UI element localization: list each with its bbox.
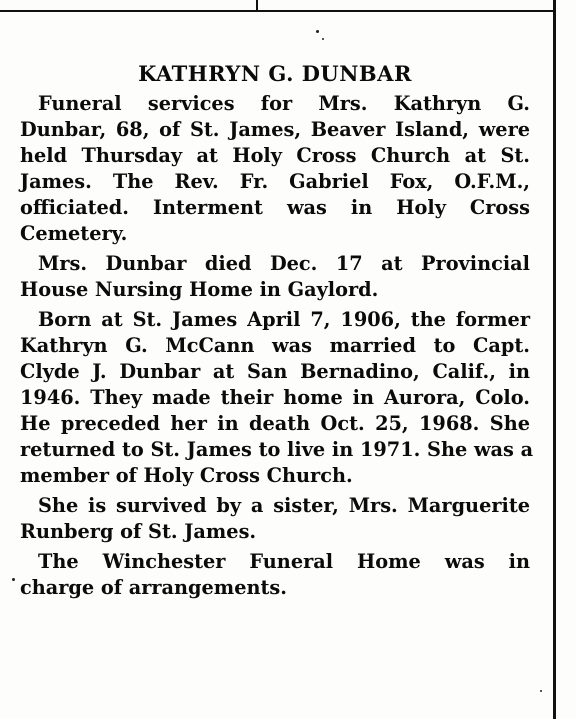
- text-line: charge of arrangements.: [20, 576, 287, 599]
- paragraph-arrangements: [20, 549, 530, 601]
- text-line: She is survived by a sister, Mrs. Marguerite: [38, 494, 530, 517]
- text-line: Cemetery.: [20, 222, 128, 245]
- text-line: House Nursing Home in Gaylord.: [20, 278, 379, 301]
- paragraph-survivors: [20, 493, 530, 545]
- text-line: member of Holy Cross Church.: [20, 464, 353, 487]
- right-column-rule: [553, 0, 556, 719]
- obituary-article: [20, 60, 534, 605]
- text-line: James. The Rev. Fr. Gabriel Fox, O.F.M.,: [20, 170, 530, 193]
- text-line: Dunbar, 68, of St. James, Beaver Island, were: [20, 118, 530, 141]
- text-line: The Winchester Funeral Home was in: [38, 550, 530, 573]
- text-line: Clyde J. Dunbar at San Bernadino, Calif., in: [20, 360, 530, 383]
- text-line: held Thursday at Holy Cross Church at St.: [20, 144, 530, 167]
- text-line: He preceded her in death Oct. 25, 1968. She: [20, 412, 530, 435]
- print-speck: [540, 690, 542, 692]
- text-line: returned to St. James to live in 1971. She was a: [20, 438, 534, 461]
- paragraph-services: [20, 91, 530, 247]
- text-line: Kathryn G. McCann was married to Capt.: [20, 334, 530, 357]
- text-line: Mrs. Dunbar died Dec. 17 at Provincial: [38, 252, 530, 275]
- print-speck: [12, 578, 15, 581]
- text-line: Runberg of St. James.: [20, 520, 257, 543]
- print-speck: [322, 38, 324, 40]
- top-column-rule: [0, 10, 556, 12]
- print-speck: [316, 30, 319, 33]
- text-line: Funeral services for Mrs. Kathryn G.: [38, 92, 530, 115]
- obituary-headline: KATHRYN G. DUNBAR: [138, 61, 412, 86]
- text-line: officiated. Interment was in Holy Cross: [20, 196, 530, 219]
- paragraph-biography: [20, 307, 534, 489]
- text-line: Born at St. James April 7, 1906, the former: [38, 308, 530, 331]
- top-column-tick: [256, 0, 258, 10]
- text-line: 1946. They made their home in Aurora, Colo.: [20, 386, 530, 409]
- paragraph-death: [20, 251, 530, 303]
